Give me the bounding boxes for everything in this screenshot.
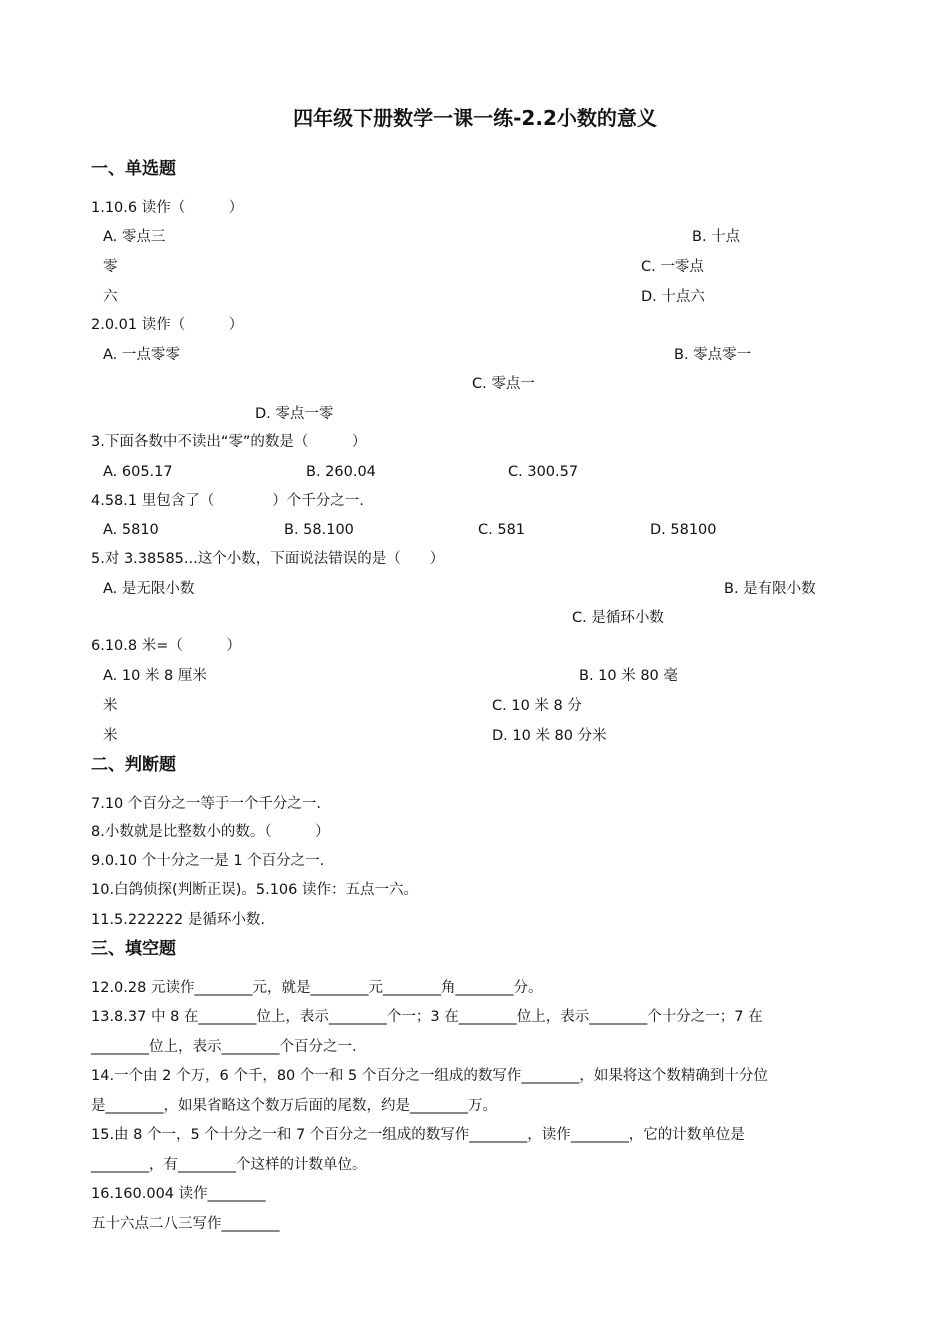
- question-13-line-2: ________位上，表示________个百分之一.: [91, 1039, 357, 1055]
- question-8: 8.小数就是比整数小的数。（ ）: [91, 824, 330, 840]
- section-heading-fill-blank: 三、填空题: [91, 939, 176, 959]
- question-4-option-d: D. 58100: [650, 522, 717, 538]
- question-5-option-c: C. 是循环小数: [572, 610, 664, 626]
- question-11: 11.5.222222 是循环小数.: [91, 912, 265, 928]
- question-1-option-a: A. 零点三: [103, 229, 166, 245]
- question-1-option-b: B. 十点: [692, 229, 741, 245]
- question-4-option-a: A. 5810: [103, 522, 159, 538]
- question-3-option-a: A. 605.17: [103, 464, 173, 480]
- question-15-line-1: 15.由 8 个一，5 个十分之一和 7 个百分之一组成的数写作________，读作________，它的计数单位是: [91, 1127, 745, 1143]
- question-2-option-b: B. 零点零一: [674, 347, 752, 363]
- question-2-option-c: C. 零点一: [472, 376, 535, 392]
- question-3-option-b: B. 260.04: [306, 464, 376, 480]
- section-heading-single-choice: 一、单选题: [91, 159, 176, 179]
- question-6-option-b: B. 10 米 80 毫: [579, 668, 678, 684]
- question-12: 12.0.28 元读作________元，就是________元________角________分。: [91, 980, 543, 996]
- question-4-stem: 4.58.1 里包含了（ ）个千分之一.: [91, 493, 364, 509]
- question-1-stem: 1.10.6 读作（ ）: [91, 200, 244, 216]
- question-5-option-a: A. 是无限小数: [103, 581, 195, 597]
- question-4-option-c: C. 581: [478, 522, 526, 538]
- question-14-line-1: 14.一个由 2 个万，6 个千，80 个一和 5 个百分之一组成的数写作________，如果将这个数精确到十分位: [91, 1068, 768, 1084]
- question-5-option-b: B. 是有限小数: [724, 581, 816, 597]
- question-4-option-b: B. 58.100: [284, 522, 354, 538]
- question-1-option-c: C. 一零点: [641, 259, 704, 275]
- question-2-stem: 2.0.01 读作（ ）: [91, 317, 244, 333]
- question-7: 7.10 个百分之一等于一个千分之一.: [91, 796, 322, 812]
- question-6-option-a-wrap: 米: [103, 698, 118, 714]
- question-1-option-a-wrap: 零: [103, 259, 118, 275]
- question-14-line-2: 是________，如果省略这个数万后面的尾数，约是________万。: [91, 1098, 497, 1114]
- page-title: 四年级下册数学一课一练-2.2小数的意义: [293, 106, 657, 130]
- question-16-line-1: 16.160.004 读作________: [91, 1186, 266, 1202]
- section-heading-true-false: 二、判断题: [91, 755, 176, 775]
- question-2-option-a: A. 一点零零: [103, 347, 180, 363]
- question-2-option-d: D. 零点一零: [255, 406, 334, 422]
- question-6-option-d: D. 10 米 80 分米: [492, 728, 607, 744]
- question-6-option-a-wrap: 米: [103, 728, 118, 744]
- question-9: 9.0.10 个十分之一是 1 个百分之一.: [91, 853, 325, 869]
- question-1-option-d: D. 十点六: [641, 289, 705, 305]
- question-15-line-2: ________，有________个这样的计数单位。: [91, 1157, 367, 1173]
- question-3-stem: 3.下面各数中不读出“零”的数是（ ）: [91, 434, 367, 450]
- question-16-line-2: 五十六点二八三写作________: [91, 1216, 280, 1232]
- question-6-stem: 6.10.8 米=（ ）: [91, 638, 241, 654]
- question-6-option-c: C. 10 米 8 分: [492, 698, 582, 714]
- question-10: 10.白鸽侦探(判断正误)。5.106 读作：五点一六。: [91, 882, 418, 898]
- question-3-option-c: C. 300.57: [508, 464, 579, 480]
- question-5-stem: 5.对 3.38585...这个小数，下面说法错误的是（ ）: [91, 551, 445, 567]
- question-6-option-a: A. 10 米 8 厘米: [103, 668, 207, 684]
- question-13-line-1: 13.8.37 中 8 在________位上，表示________个一；3 在________位上，表示________个十分之一；7 在: [91, 1009, 763, 1025]
- question-1-option-a-wrap: 六: [103, 289, 118, 305]
